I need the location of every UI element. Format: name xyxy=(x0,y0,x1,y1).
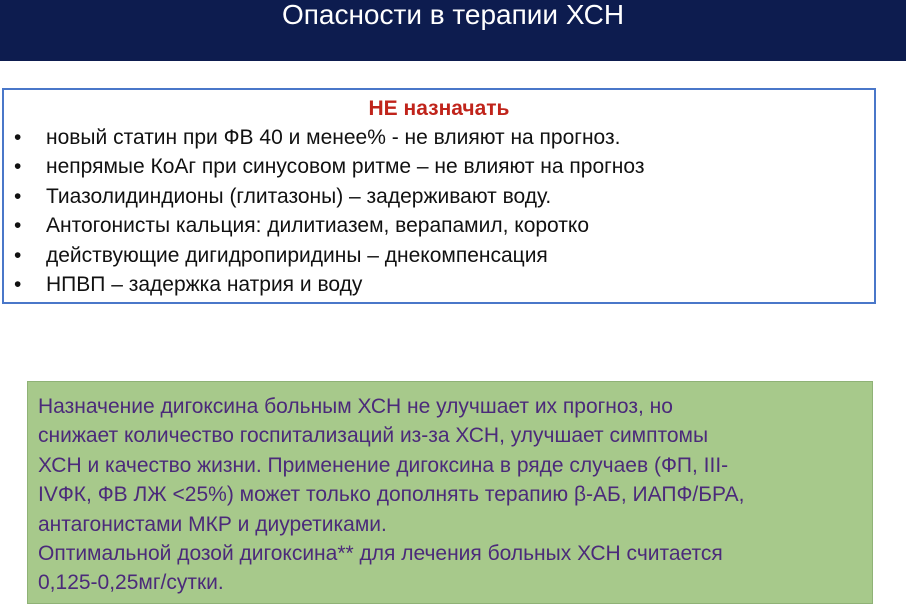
bullet-icon: • xyxy=(14,155,22,179)
warning-box xyxy=(2,88,876,304)
warning-list xyxy=(14,123,644,299)
slide-title: Опасности в терапии ХСН xyxy=(281,0,625,30)
info-paragraph xyxy=(38,392,866,598)
list-item xyxy=(14,182,644,211)
bullet-icon: • xyxy=(14,126,22,149)
info-line: IVФК, ФВ ЛЖ <25%) может только дополнять терапию β-АБ, ИАПФ/БРА, xyxy=(38,483,745,507)
list-item-text: действующие дигидропиридины – днекомпенсация xyxy=(46,243,548,267)
list-item xyxy=(14,123,644,152)
bullet-icon: • xyxy=(14,184,22,208)
list-item-text: НПВП – задержка натрия и воду xyxy=(46,273,363,297)
list-item xyxy=(14,152,644,181)
list-item xyxy=(14,211,644,240)
bullet-icon: • xyxy=(14,273,22,297)
list-item xyxy=(14,241,644,270)
info-line: снижает количество госпитализаций из-за ХСН, улучшает симптомы xyxy=(38,424,709,448)
list-item-text: Антогонисты кальция: дилитиазем, верапамил, коротко xyxy=(46,214,589,238)
info-line: 0,125-0,25мг/сутки. xyxy=(38,571,224,595)
list-item-text: непрямые КоАг при синусовом ритме – не влияют на прогноз xyxy=(46,155,645,179)
list-item-text: новый статин при ФВ 40 и менее% - не влияют на прогноз. xyxy=(46,126,621,149)
info-line: антагонистами МКР и диуретиками. xyxy=(38,512,387,536)
warning-heading: НЕ назначать xyxy=(368,97,510,120)
info-line: Оптимальной дозой дигоксина** для лечения больных ХСН считается xyxy=(38,542,723,566)
list-item-text: Тиазолидиндионы (глитазоны) – задерживают воду. xyxy=(46,184,552,208)
bullet-icon: • xyxy=(14,243,22,267)
info-line: Назначение дигоксина больным ХСН не улучшает их прогноз, но xyxy=(38,395,673,418)
slide-title-bar xyxy=(0,0,906,61)
info-line: ХСН и качество жизни. Применение дигоксина в ряде случаев (ФП, III- xyxy=(38,453,729,477)
bullet-icon: • xyxy=(14,214,22,238)
list-item xyxy=(14,270,644,299)
info-box xyxy=(27,381,873,604)
